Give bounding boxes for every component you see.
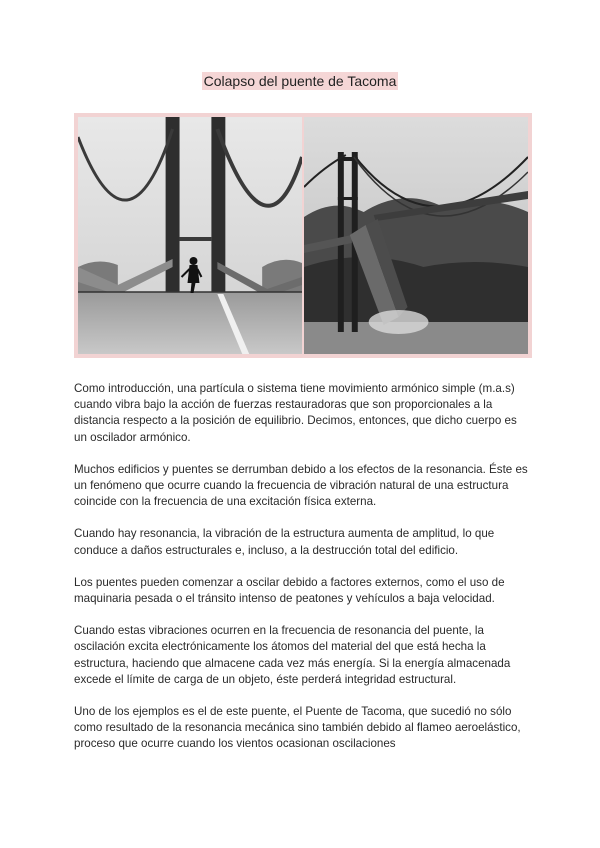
collapsing-bridge-illustration <box>304 117 528 354</box>
paragraph-energy: Cuando estas vibraciones ocurren en la frecuencia de resonancia del puente, la oscilación excita electrónicamente los átomos del material del que está hecha la estructura, haciendo que almacene cada vez más energía. Si la energía almacenada excede el límite de carga de un objeto, éste perderá integridad estructural. <box>74 624 511 686</box>
paragraph-external-factors: Los puentes pueden comenzar a oscilar debido a factores externos, como el uso de maquinaria pesada o el tránsito intenso de peatones y vehículos a baja velocidad. <box>74 575 505 606</box>
title-wrap <box>0 72 600 91</box>
paragraph-amplitude: Cuando hay resonancia, la vibración de la estructura aumenta de amplitud, lo que conduce a daños estructurales e, incluso, a la destrucción total del edificio. <box>74 527 495 557</box>
twisting-bridge-illustration <box>78 117 302 354</box>
tacoma-bridge-collapse-photo <box>304 117 528 354</box>
paragraph-tacoma-example: Uno de los ejemplos es el de este puente, el Puente de Tacoma, que sucedió no sólo como resultado de la resonancia mecánica sino también debido al flameo aeroelástico, proceso que ocurre cuando los vientos ocasionan oscilaciones <box>74 705 521 751</box>
body-text <box>74 381 530 769</box>
paragraph-resonance: Muchos edificios y puentes se derrumban debido a los efectos de la resonancia. Éste es un fenómeno que ocurre cuando la frecuencia de vibración natural de una estructura coincide con la frecuencia de una excitación física externa. <box>74 462 528 509</box>
page-title: Colapso del puente de Tacoma <box>203 73 397 89</box>
tacoma-bridge-twisting-photo <box>78 117 302 354</box>
bridge-figure <box>74 113 532 358</box>
paragraph-intro: Como introducción, una partícula o sistema tiene movimiento armónico simple (m.a.s) cuando vibra bajo la acción de fuerzas restauradoras que son proporcionales a la distancia respecto a la posición de equilibrio. Decimos, entonces, que dicho cuerpo es un oscilador armónico. <box>74 382 517 444</box>
